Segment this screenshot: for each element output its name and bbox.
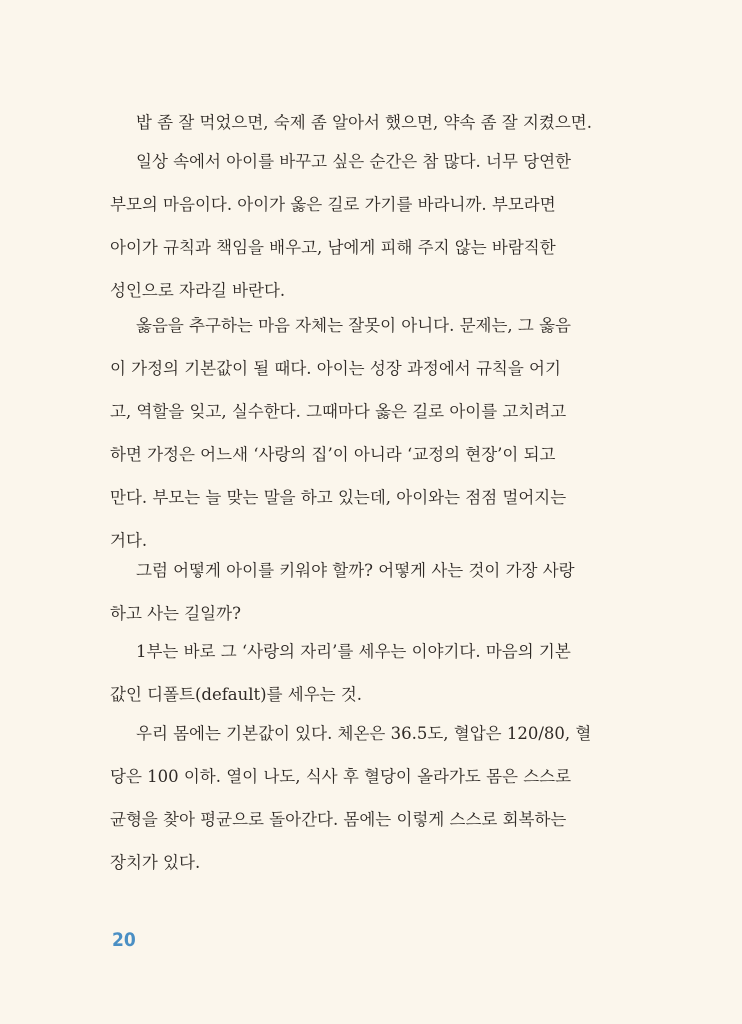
text-line: 일상 속에서 아이를 바꾸고 싶은 순간은 참 많다. 너무 당연한 <box>136 152 571 171</box>
text-line: 1부는 바로 그 ‘사랑의 자리’를 세우는 이야기다. 마음의 기본 <box>136 642 571 661</box>
paragraph-1 <box>110 101 630 144</box>
text-line: 이 가정의 기본값이 될 때다. 아이는 성장 과정에서 규칙을 어기 <box>110 359 561 378</box>
text-line: 하면 가정은 어느새 ‘사랑의 집’이 아니라 ‘교정의 현장’이 되고 <box>110 445 556 464</box>
text-line: 고, 역할을 잊고, 실수한다. 그때마다 옳은 길로 아이를 고치려고 <box>110 402 567 421</box>
text-line: 성인으로 자라길 바란다. <box>110 281 286 300</box>
text-line: 당은 100 이하. 열이 나도, 식사 후 혈당이 올라가도 몸은 스스로 <box>110 767 572 786</box>
text-line: 하고 사는 길일까? <box>110 604 241 623</box>
page-number: 20 <box>112 929 136 951</box>
text-line: 아이가 규칙과 책임을 배우고, 남에게 피해 주지 않는 바람직한 <box>110 238 556 257</box>
paragraph-5 <box>110 630 630 716</box>
text-line: 균형을 찾아 평균으로 돌아간다. 몸에는 이렇게 스스로 회복하는 <box>110 810 567 829</box>
text-line: 옳음을 추구하는 마음 자체는 잘못이 아니다. 문제는, 그 옳음 <box>136 316 571 335</box>
paragraph-2 <box>110 140 630 312</box>
text-line: 장치가 있다. <box>110 853 201 872</box>
paragraph-3 <box>110 304 630 562</box>
text-line: 밥 좀 잘 먹었으면, 숙제 좀 알아서 했으면, 약속 좀 잘 지켰으면. <box>136 113 592 132</box>
text-line: 만다. 부모는 늘 맞는 말을 하고 있는데, 아이와는 점점 멀어지는 <box>110 488 567 507</box>
paragraph-4 <box>110 549 630 635</box>
text-line: 부모의 마음이다. 아이가 옳은 길로 가기를 바라니까. 부모라면 <box>110 195 556 214</box>
paragraph-6 <box>110 712 630 884</box>
text-line: 값인 디폴트(default)를 세우는 것. <box>110 685 363 704</box>
text-line: 우리 몸에는 기본값이 있다. 체온은 36.5도, 혈압은 120/80, 혈 <box>136 724 592 743</box>
text-line: 그럼 어떻게 아이를 키워야 할까? 어떻게 사는 것이 가장 사랑 <box>136 561 575 580</box>
text-line: 거다. <box>110 531 148 550</box>
